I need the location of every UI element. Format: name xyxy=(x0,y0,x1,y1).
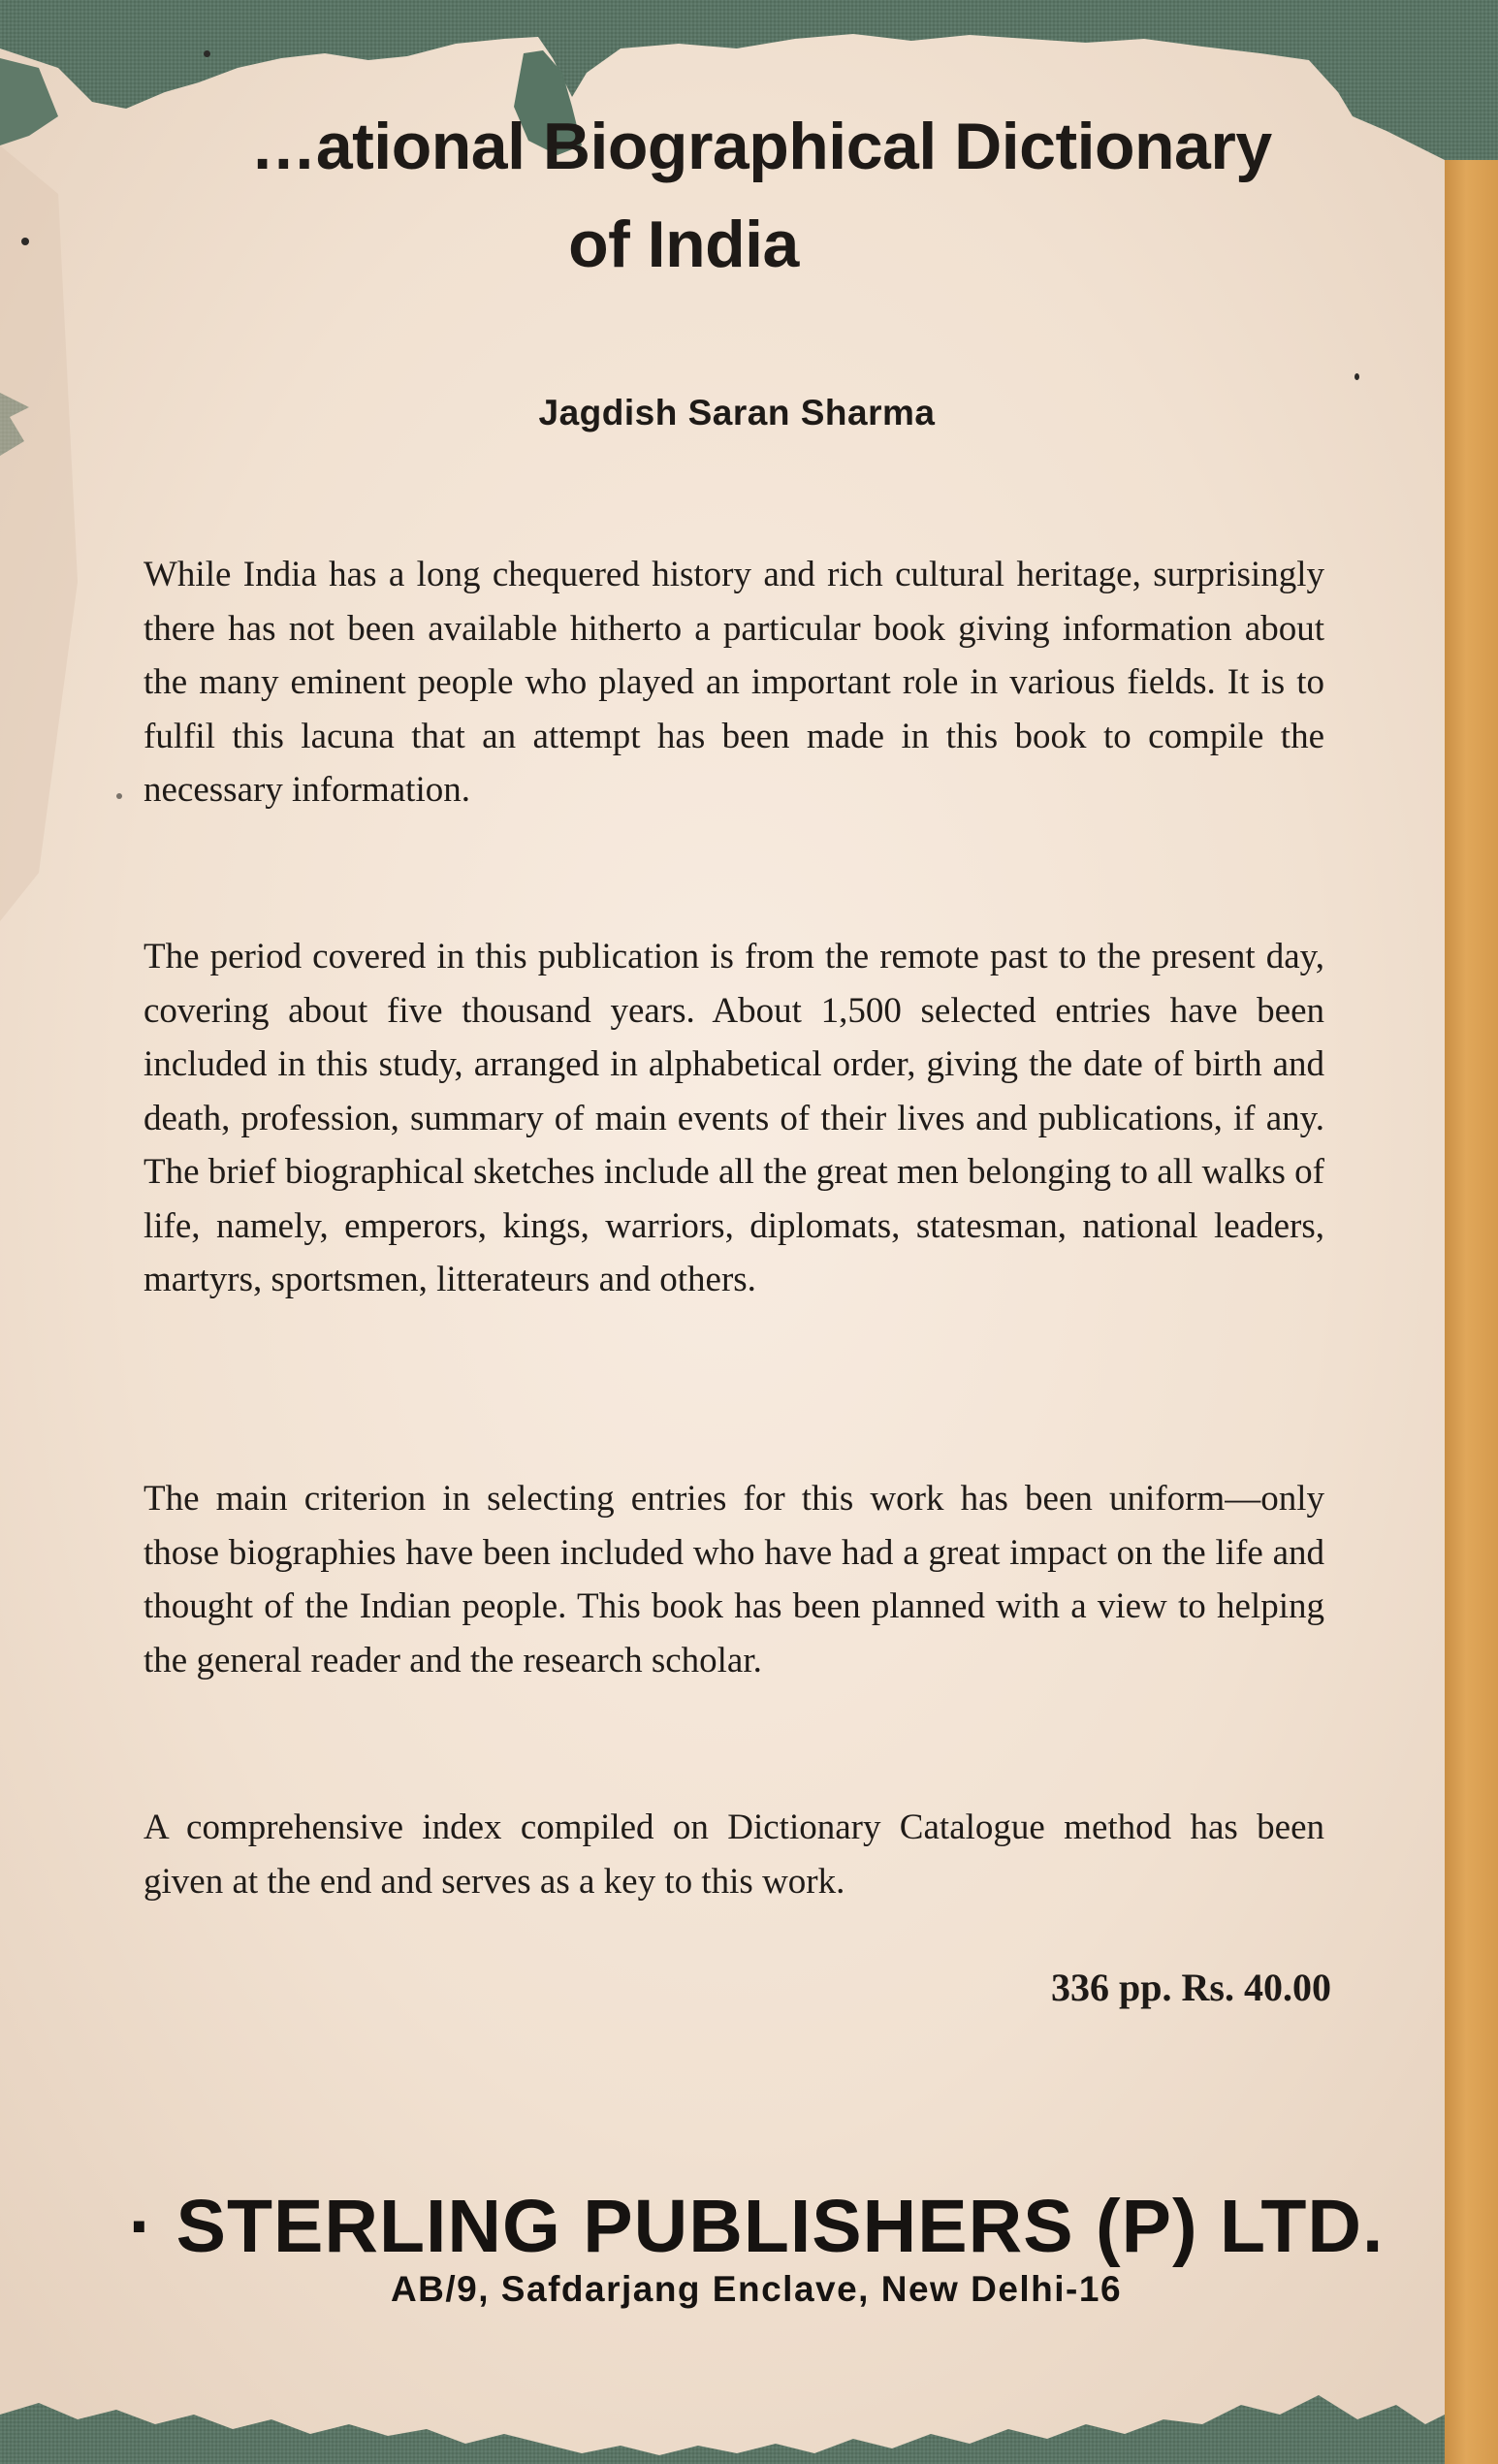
publisher-name: · STERLING PUBLISHERS (P) LTD. xyxy=(128,2185,1385,2268)
ink-speck xyxy=(204,50,210,57)
ink-speck xyxy=(21,238,29,245)
blurb-paragraph-2: The period covered in this publication is from the remote past to the present day, covering about five thousand years. About 1,500 selected entries have been included in this study, arranged in alphabetical order, giving the date of birth and death, profession, summary of main events of their lives and publications, if any. The brief biographical sketches include all the great men belonging to all walks of life, namely, emperors, kings, warriors, diplomats, statesman, national leaders, martyrs, sportsmen, litterateurs and others. xyxy=(143,937,1324,1299)
page-count-price: 336 pp. Rs. 40.00 xyxy=(1051,1966,1331,2009)
publisher-address: AB/9, Safdarjang Enclave, New Delhi-16 xyxy=(390,2269,1123,2309)
book-title-line-2: of India xyxy=(568,208,799,281)
blurb-paragraph-1: While India has a long chequered history and rich cultural heritage, surprisingly there has not been available hitherto a particular book giving information about the many eminent people who played an important role in various fields. It is to fulfil this lacuna that an attempt has been made in this book to compile the necessary information. xyxy=(143,555,1324,810)
blurb-paragraph-4: A comprehensive index compiled on Dictionary Catalogue method has been given at the end and serves as a key to this work. xyxy=(143,1808,1324,1902)
ink-speck xyxy=(116,793,122,799)
ink-speck xyxy=(1355,373,1359,380)
blurb-paragraph-3: The main criterion in selecting entries for this work has been uniform—only those biographies have been included who have had a great impact on the life and thought of the Indian people. This book has been planned with a view to helping the general reader and the research scholar. xyxy=(143,1479,1324,1680)
book-title-line-1: …ational Biographical Dictionary xyxy=(250,110,1272,183)
author-name: Jagdish Saran Sharma xyxy=(538,393,936,432)
